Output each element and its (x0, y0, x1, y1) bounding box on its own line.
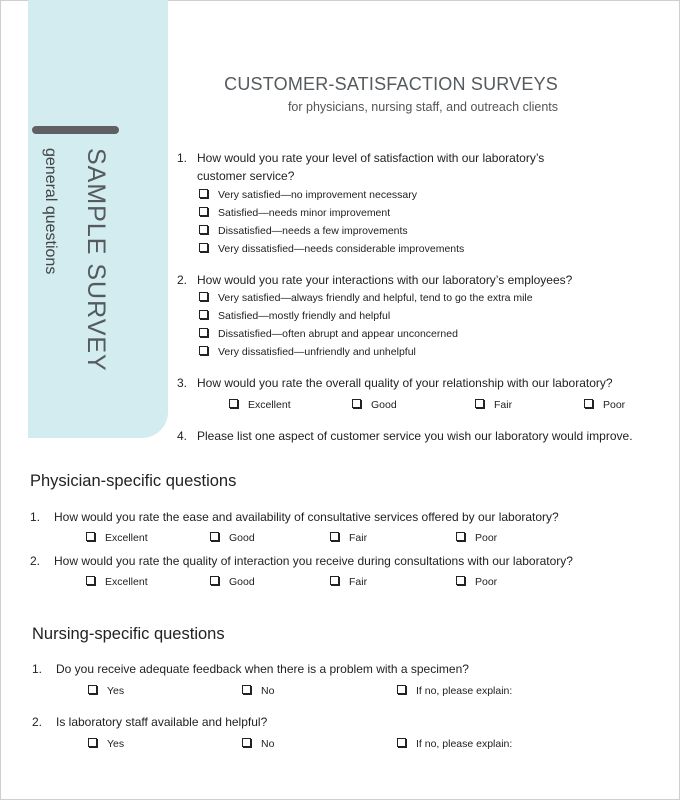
checkbox-icon[interactable] (475, 399, 484, 408)
checkbox-icon[interactable] (210, 532, 219, 541)
question-text: customer service? (197, 169, 295, 183)
checkbox-icon[interactable] (456, 532, 465, 541)
option-checkbox[interactable]: Poor (456, 531, 497, 545)
option-checkbox[interactable]: Very satisfied—always friendly and helpful, tend to go the extra mile (199, 291, 533, 305)
option-checkbox[interactable]: If no, please explain: (397, 684, 512, 698)
option-checkbox[interactable]: Yes (88, 737, 124, 751)
option-checkbox[interactable]: No (242, 737, 274, 751)
checkbox-icon[interactable] (330, 576, 339, 585)
question-number: 2. (177, 273, 188, 287)
question-number: 4. (177, 429, 188, 443)
question-text: Please list one aspect of customer service you wish our laboratory would improve. (197, 429, 633, 443)
checkbox-icon[interactable] (584, 399, 593, 408)
question-text: Is laboratory staff available and helpful? (56, 715, 268, 729)
checkbox-icon[interactable] (352, 399, 361, 408)
question-number: 2. (32, 715, 43, 729)
option-checkbox[interactable]: Dissatisfied—needs a few improvements (199, 224, 408, 238)
option-checkbox[interactable]: Very dissatisfied—unfriendly and unhelpful (199, 345, 416, 359)
sidebar-title: SAMPLE SURVEY (82, 148, 110, 372)
question-text: How would you rate your interactions with our laboratory’s employees? (197, 273, 573, 287)
option-checkbox[interactable]: Fair (330, 531, 367, 545)
checkbox-icon[interactable] (199, 292, 208, 301)
option-checkbox[interactable]: Very dissatisfied—needs considerable improvements (199, 242, 464, 256)
question-number: 2. (30, 554, 41, 568)
option-checkbox[interactable]: Fair (330, 575, 367, 589)
checkbox-icon[interactable] (242, 738, 251, 747)
question-number: 1. (30, 510, 41, 524)
checkbox-icon[interactable] (397, 738, 406, 747)
checkbox-icon[interactable] (229, 399, 238, 408)
page-title: CUSTOMER-SATISFACTION SURVEYS (224, 74, 558, 94)
option-checkbox[interactable]: Excellent (86, 531, 148, 545)
option-checkbox[interactable]: Good (210, 531, 255, 545)
question-text: How would you rate the ease and availability of consultative services offered by our laboratory? (54, 510, 559, 524)
option-checkbox[interactable]: Excellent (229, 398, 291, 412)
question-text: How would you rate your level of satisfaction with our laboratory’s (197, 151, 545, 165)
sidebar-bar (32, 126, 119, 134)
question-text: How would you rate the quality of interaction you receive during consultations with our laboratory? (54, 554, 573, 568)
option-checkbox[interactable]: Very satisfied—no improvement necessary (199, 188, 417, 202)
sidebar-subtitle: general questions (42, 148, 59, 275)
option-checkbox[interactable]: No (242, 684, 274, 698)
section-heading: Physician-specific questions (30, 472, 237, 490)
option-checkbox[interactable]: If no, please explain: (397, 737, 512, 751)
checkbox-icon[interactable] (330, 532, 339, 541)
checkbox-icon[interactable] (199, 310, 208, 319)
question-text: Do you receive adequate feedback when there is a problem with a specimen? (56, 662, 469, 676)
checkbox-icon[interactable] (456, 576, 465, 585)
option-checkbox[interactable]: Satisfied—needs minor improvement (199, 206, 390, 220)
checkbox-icon[interactable] (199, 328, 208, 337)
question-number: 1. (177, 151, 188, 165)
checkbox-icon[interactable] (86, 532, 95, 541)
option-checkbox[interactable]: Dissatisfied—often abrupt and appear unconcerned (199, 327, 458, 341)
option-checkbox[interactable]: Fair (475, 398, 512, 412)
checkbox-icon[interactable] (199, 243, 208, 252)
question-number: 3. (177, 376, 188, 390)
option-checkbox[interactable]: Poor (456, 575, 497, 589)
question-text: How would you rate the overall quality of your relationship with our laboratory? (197, 376, 613, 390)
option-checkbox[interactable]: Good (352, 398, 397, 412)
option-checkbox[interactable]: Poor (584, 398, 625, 412)
checkbox-icon[interactable] (199, 189, 208, 198)
checkbox-icon[interactable] (199, 225, 208, 234)
checkbox-icon[interactable] (88, 685, 97, 694)
checkbox-icon[interactable] (199, 207, 208, 216)
option-checkbox[interactable]: Excellent (86, 575, 148, 589)
section-heading: Nursing-specific questions (32, 625, 225, 643)
option-checkbox[interactable]: Satisfied—mostly friendly and helpful (199, 309, 390, 323)
page-subtitle: for physicians, nursing staff, and outreach clients (287, 100, 558, 114)
checkbox-icon[interactable] (397, 685, 406, 694)
checkbox-icon[interactable] (242, 685, 251, 694)
option-checkbox[interactable]: Good (210, 575, 255, 589)
option-checkbox[interactable]: Yes (88, 684, 124, 698)
question-number: 1. (32, 662, 43, 676)
checkbox-icon[interactable] (210, 576, 219, 585)
checkbox-icon[interactable] (199, 346, 208, 355)
checkbox-icon[interactable] (88, 738, 97, 747)
checkbox-icon[interactable] (86, 576, 95, 585)
